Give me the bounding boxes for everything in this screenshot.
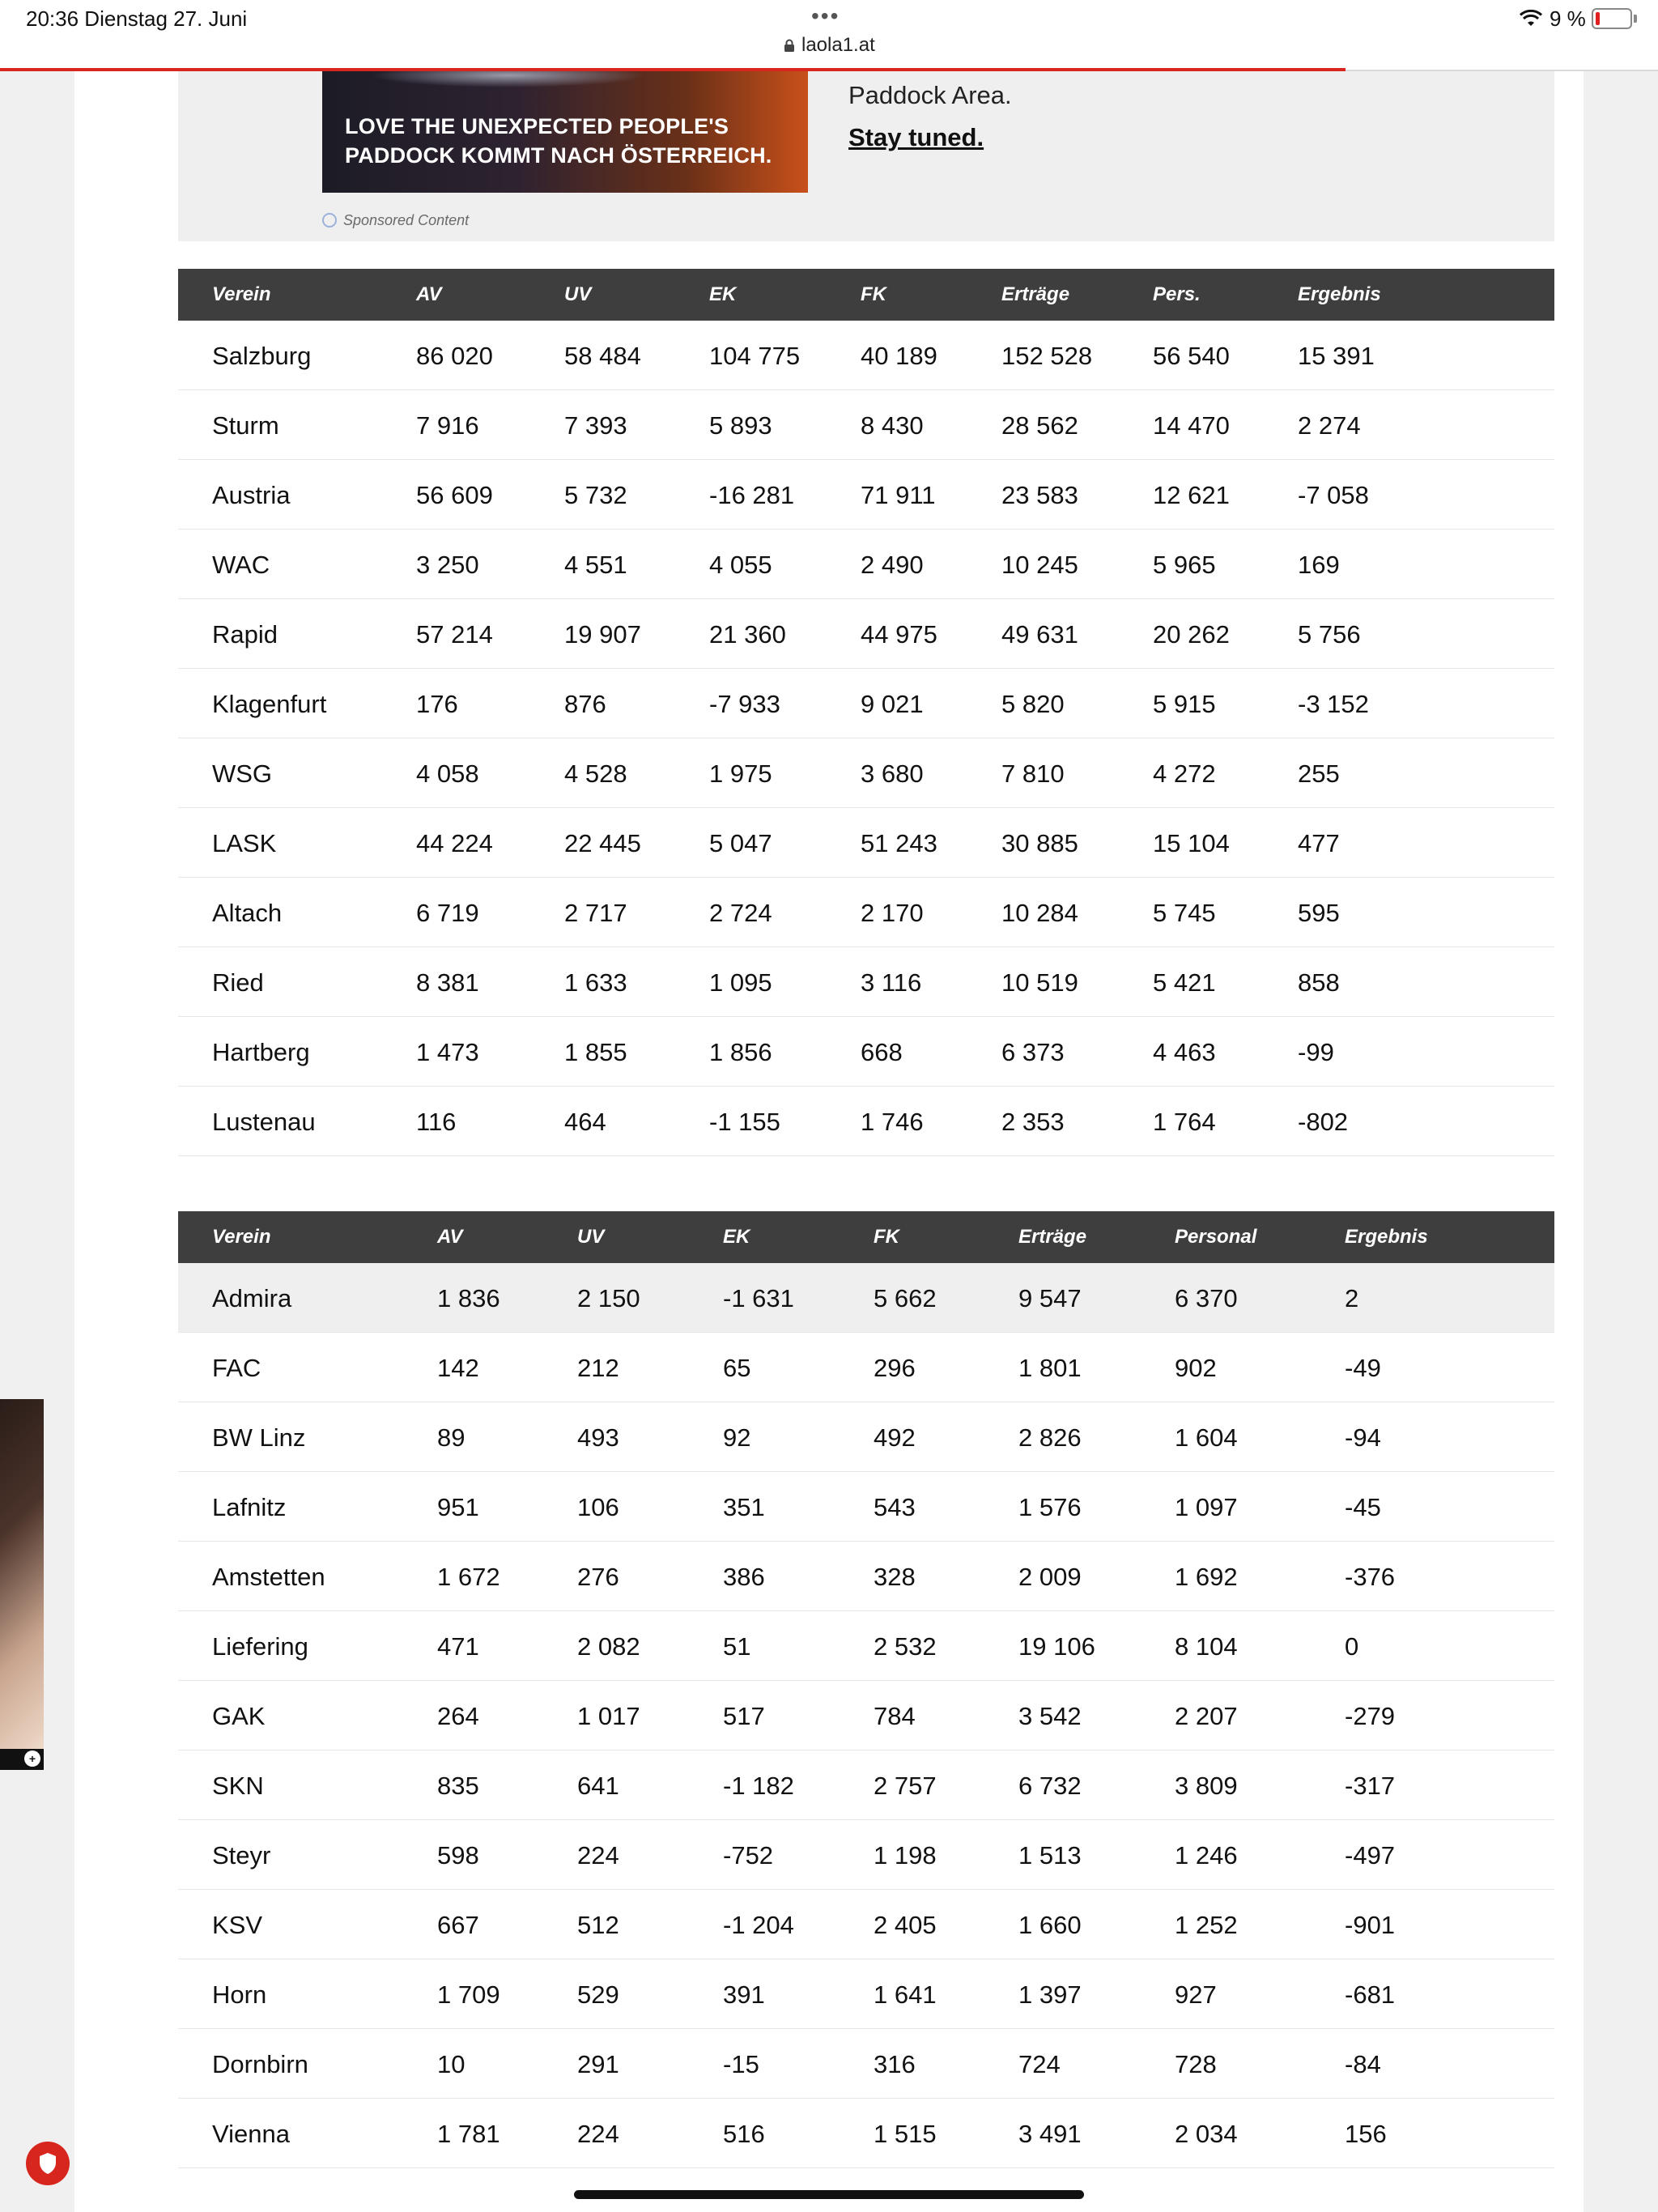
value-cell: 1 397 [1018, 1980, 1082, 2009]
privacy-shield-icon [38, 2152, 57, 2175]
url-text: laola1.at [801, 34, 875, 56]
table-row [178, 738, 1554, 808]
value-cell: -7 058 [1298, 481, 1369, 509]
club-name-cell: Altach [212, 899, 283, 927]
table-row [178, 1820, 1554, 1890]
value-cell: 1 246 [1175, 1841, 1238, 1870]
value-cell: 4 528 [564, 759, 627, 788]
value-cell: 876 [564, 690, 606, 718]
value-cell: 1 660 [1018, 1911, 1082, 1939]
table-row [178, 1472, 1554, 1542]
value-cell: 1 017 [577, 1702, 640, 1730]
value-cell: 276 [577, 1563, 619, 1591]
value-cell: 10 [437, 2050, 466, 2078]
value-cell: 57 214 [416, 620, 493, 649]
value-cell: 156 [1345, 2120, 1387, 2148]
expand-icon[interactable]: + [24, 1750, 40, 1767]
value-cell: 1 692 [1175, 1563, 1238, 1591]
value-cell: 89 [437, 1423, 466, 1452]
value-cell: 56 609 [416, 481, 493, 509]
club-name-cell: Admira [212, 1284, 292, 1312]
value-cell: 23 583 [1001, 481, 1078, 509]
value-cell: 212 [577, 1354, 619, 1382]
value-cell: 1 473 [416, 1038, 479, 1066]
value-cell: 142 [437, 1354, 479, 1382]
value-cell: 4 272 [1153, 759, 1216, 788]
value-cell: 20 262 [1153, 620, 1230, 649]
value-cell: 2 757 [874, 1772, 937, 1800]
value-cell: 104 775 [709, 342, 801, 370]
value-cell: 5 893 [709, 411, 772, 440]
value-cell: -376 [1345, 1563, 1396, 1591]
article-page [74, 71, 1584, 2212]
value-cell: 1 801 [1018, 1354, 1082, 1382]
table-row [178, 669, 1554, 738]
table-row [178, 1333, 1554, 1402]
value-cell: -16 281 [709, 481, 795, 509]
value-cell: 56 540 [1153, 342, 1230, 370]
value-cell: 328 [874, 1563, 916, 1591]
value-cell: 12 621 [1153, 481, 1230, 509]
value-cell: -681 [1345, 1980, 1396, 2009]
table-row [178, 530, 1554, 599]
column-header: Erträge [1018, 1226, 1087, 1248]
value-cell: 641 [577, 1772, 619, 1800]
value-cell: 724 [1018, 2050, 1061, 2078]
promo-banner-image[interactable] [322, 71, 808, 193]
column-header: Verein [212, 1226, 271, 1248]
value-cell: 5 915 [1153, 690, 1216, 718]
value-cell: 9 021 [861, 690, 924, 718]
value-cell: 3 250 [416, 551, 479, 579]
value-cell: -1 182 [723, 1772, 794, 1800]
status-bar [0, 0, 1658, 70]
value-cell: 8 381 [416, 968, 479, 997]
value-cell: 1 095 [709, 968, 772, 997]
value-cell: 517 [723, 1702, 765, 1730]
value-cell: 4 463 [1153, 1038, 1216, 1066]
table-row [178, 460, 1554, 530]
table-row [178, 1959, 1554, 2029]
value-cell: 28 562 [1001, 411, 1078, 440]
club-name-cell: Amstetten [212, 1563, 325, 1591]
value-cell: -45 [1345, 1493, 1381, 1521]
column-header: FK [861, 283, 886, 305]
value-cell: 858 [1298, 968, 1340, 997]
value-cell: 92 [723, 1423, 751, 1452]
table-row [178, 1263, 1554, 1333]
value-cell: 2 009 [1018, 1563, 1082, 1591]
promo-headline-line1: LOVE THE UNEXPECTED PEOPLE'S [345, 114, 729, 138]
value-cell: 2 405 [874, 1911, 937, 1939]
address-bar[interactable] [784, 34, 875, 57]
value-cell: 86 020 [416, 342, 493, 370]
value-cell: -1 204 [723, 1911, 794, 1939]
table-row [178, 1542, 1554, 1611]
value-cell: 2 717 [564, 899, 627, 927]
table-row [178, 808, 1554, 878]
value-cell: 21 360 [709, 620, 786, 649]
value-cell: 116 [416, 1108, 457, 1136]
value-cell: 224 [577, 2120, 619, 2148]
column-header: EK [709, 283, 737, 305]
club-name-cell: Dornbirn [212, 2050, 308, 2078]
value-cell: 15 391 [1298, 342, 1375, 370]
value-cell: 6 373 [1001, 1038, 1065, 1066]
value-cell: 296 [874, 1354, 916, 1382]
value-cell: 224 [577, 1841, 619, 1870]
value-cell: 10 245 [1001, 551, 1078, 579]
club-name-cell: Steyr [212, 1841, 271, 1870]
club-name-cell: Rapid [212, 620, 278, 649]
value-cell: 4 551 [564, 551, 627, 579]
value-cell: 512 [577, 1911, 619, 1939]
value-cell: 5 421 [1153, 968, 1216, 997]
club-name-cell: Sturm [212, 411, 279, 440]
value-cell: 598 [437, 1841, 479, 1870]
value-cell: 2 034 [1175, 2120, 1238, 2148]
value-cell: 10 284 [1001, 899, 1078, 927]
value-cell: 4 055 [709, 551, 772, 579]
sponsored-icon [322, 213, 337, 228]
club-name-cell: Ried [212, 968, 264, 997]
table-row [178, 1402, 1554, 1472]
column-header: FK [874, 1226, 899, 1248]
value-cell: 1 746 [861, 1108, 924, 1136]
table-row [178, 2029, 1554, 2099]
column-header: Personal [1175, 1226, 1257, 1248]
value-cell: 2 207 [1175, 1702, 1238, 1730]
value-cell: 152 528 [1001, 342, 1093, 370]
value-cell: 1 855 [564, 1038, 627, 1066]
value-cell: 1 975 [709, 759, 772, 788]
promo-text: Paddock Area. [848, 81, 1012, 109]
value-cell: 51 243 [861, 829, 937, 857]
column-header: Erträge [1001, 283, 1070, 305]
club-name-cell: Klagenfurt [212, 690, 327, 718]
column-header: AV [416, 283, 442, 305]
value-cell: 176 [416, 690, 458, 718]
value-cell: 6 719 [416, 899, 479, 927]
column-header: Verein [212, 283, 271, 305]
value-cell: 8 104 [1175, 1632, 1238, 1661]
value-cell: 2 724 [709, 899, 772, 927]
value-cell: 7 810 [1001, 759, 1065, 788]
value-cell: 9 547 [1018, 1284, 1082, 1312]
value-cell: -901 [1345, 1911, 1396, 1939]
value-cell: 351 [723, 1493, 765, 1521]
sponsored-text: Sponsored Content [343, 212, 470, 228]
value-cell: 15 104 [1153, 829, 1230, 857]
value-cell: 14 470 [1153, 411, 1230, 440]
table-row [178, 1017, 1554, 1087]
value-cell: 71 911 [861, 481, 936, 509]
column-header: Ergebnis [1298, 283, 1381, 305]
club-name-cell: GAK [212, 1702, 266, 1730]
value-cell: 1 836 [437, 1284, 500, 1312]
value-cell: 5 965 [1153, 551, 1216, 579]
side-ad-image[interactable] [0, 1399, 44, 1749]
value-cell: 2 082 [577, 1632, 640, 1661]
battery-percent: 9 % [1550, 6, 1586, 31]
value-cell: 492 [874, 1423, 916, 1452]
value-cell: -99 [1298, 1038, 1334, 1066]
value-cell: 1 576 [1018, 1493, 1082, 1521]
value-cell: -1 631 [723, 1284, 794, 1312]
value-cell: 927 [1175, 1980, 1217, 2009]
status-time-date: 20:36 Dienstag 27. Juni [26, 6, 248, 31]
value-cell: 40 189 [861, 342, 937, 370]
value-cell: 5 047 [709, 829, 772, 857]
value-cell: 19 907 [564, 620, 641, 649]
value-cell: 1 781 [437, 2120, 500, 2148]
table-row [178, 1750, 1554, 1820]
value-cell: 30 885 [1001, 829, 1078, 857]
finance-table-2-liga [178, 1211, 1554, 2168]
club-name-cell: SKN [212, 1772, 264, 1800]
value-cell: 1 252 [1175, 1911, 1238, 1939]
value-cell: 1 515 [874, 2120, 937, 2148]
value-cell: 5 662 [874, 1284, 937, 1312]
battery-icon [1592, 8, 1632, 29]
value-cell: 595 [1298, 899, 1340, 927]
value-cell: -497 [1345, 1841, 1396, 1870]
club-name-cell: BW Linz [212, 1423, 306, 1452]
value-cell: 1 097 [1175, 1493, 1238, 1521]
tab-overview-dots[interactable]: ••• [811, 3, 840, 28]
page-load-progress [0, 68, 1346, 71]
value-cell: 2 532 [874, 1632, 937, 1661]
wifi-icon [1519, 8, 1543, 33]
value-cell: 464 [564, 1108, 606, 1136]
value-cell: 386 [723, 1563, 765, 1591]
table-row [178, 947, 1554, 1017]
club-name-cell: Lustenau [212, 1108, 316, 1136]
value-cell: 1 709 [437, 1980, 500, 2009]
value-cell: 106 [577, 1493, 619, 1521]
value-cell: 951 [437, 1493, 479, 1521]
value-cell: 477 [1298, 829, 1340, 857]
promo-headline-line2: PADDOCK KOMMT NACH ÖSTERREICH. [345, 143, 772, 168]
value-cell: 22 445 [564, 829, 641, 857]
club-name-cell: Austria [212, 481, 291, 509]
column-header: AV [437, 1226, 463, 1248]
table-row [178, 1681, 1554, 1750]
value-cell: 44 224 [416, 829, 493, 857]
club-name-cell: WSG [212, 759, 273, 788]
value-cell: 7 393 [564, 411, 627, 440]
value-cell: 255 [1298, 759, 1340, 788]
value-cell: 1 513 [1018, 1841, 1082, 1870]
value-cell: 316 [874, 2050, 916, 2078]
column-header: Pers. [1153, 283, 1201, 305]
value-cell: 1 604 [1175, 1423, 1238, 1452]
club-name-cell: WAC [212, 551, 270, 579]
value-cell: 8 430 [861, 411, 924, 440]
value-cell: 543 [874, 1493, 916, 1521]
promo-headline [345, 112, 798, 170]
lock-icon [784, 35, 795, 48]
value-cell: 2 490 [861, 551, 924, 579]
value-cell: -15 [723, 2050, 759, 2078]
club-name-cell: KSV [212, 1911, 263, 1939]
stay-tuned-link[interactable]: Stay tuned. [848, 123, 984, 151]
table-header [178, 1211, 1554, 1263]
table-row [178, 1611, 1554, 1681]
value-cell: 902 [1175, 1354, 1217, 1382]
value-cell: -802 [1298, 1108, 1349, 1136]
value-cell: -94 [1345, 1423, 1381, 1452]
column-header: Ergebnis [1345, 1226, 1428, 1248]
value-cell: 2 826 [1018, 1423, 1082, 1452]
value-cell: 169 [1298, 551, 1340, 579]
value-cell: 10 519 [1001, 968, 1078, 997]
table-row [178, 1087, 1554, 1156]
home-indicator[interactable] [574, 2190, 1084, 2199]
value-cell: 529 [577, 1980, 619, 2009]
value-cell: 667 [437, 1911, 479, 1939]
value-cell: 4 058 [416, 759, 479, 788]
value-cell: 65 [723, 1354, 751, 1382]
value-cell: -1 155 [709, 1108, 780, 1136]
club-name-cell: FAC [212, 1354, 261, 1382]
value-cell: 291 [577, 2050, 619, 2078]
privacy-shield-button[interactable] [26, 2142, 70, 2185]
value-cell: 6 732 [1018, 1772, 1082, 1800]
club-name-cell: LASK [212, 829, 277, 857]
value-cell: 1 633 [564, 968, 627, 997]
table-header [178, 269, 1554, 321]
value-cell: -279 [1345, 1702, 1396, 1730]
value-cell: 493 [577, 1423, 619, 1452]
value-cell: 5 820 [1001, 690, 1065, 718]
value-cell: 1 672 [437, 1563, 500, 1591]
value-cell: 3 116 [861, 968, 922, 997]
value-cell: 835 [437, 1772, 479, 1800]
value-cell: 5 732 [564, 481, 627, 509]
value-cell: 1 764 [1153, 1108, 1216, 1136]
value-cell: 2 [1345, 1284, 1359, 1312]
club-name-cell: Lafnitz [212, 1493, 287, 1521]
value-cell: 1 198 [874, 1841, 937, 1870]
value-cell: 58 484 [564, 342, 641, 370]
value-cell: 6 370 [1175, 1284, 1238, 1312]
value-cell: 51 [723, 1632, 751, 1661]
value-cell: 44 975 [861, 620, 937, 649]
value-cell: 391 [723, 1980, 765, 2009]
table-row [178, 321, 1554, 390]
value-cell: 2 170 [861, 899, 924, 927]
value-cell: 728 [1175, 2050, 1217, 2078]
table-row [178, 1890, 1554, 1959]
value-cell: 2 274 [1298, 411, 1361, 440]
sponsored-label [322, 211, 469, 229]
value-cell: 3 809 [1175, 1772, 1238, 1800]
value-cell: 3 542 [1018, 1702, 1082, 1730]
column-header: UV [564, 283, 592, 305]
table-row [178, 878, 1554, 947]
value-cell: 2 353 [1001, 1108, 1065, 1136]
finance-table-bundesliga [178, 269, 1554, 1156]
club-name-cell: Hartberg [212, 1038, 310, 1066]
column-header: UV [577, 1226, 605, 1248]
table-row [178, 390, 1554, 460]
value-cell: 1 856 [709, 1038, 772, 1066]
value-cell: 3 491 [1018, 2120, 1082, 2148]
value-cell: 7 916 [416, 411, 479, 440]
value-cell: 49 631 [1001, 620, 1078, 649]
club-name-cell: Salzburg [212, 342, 312, 370]
value-cell: 0 [1345, 1632, 1359, 1661]
club-name-cell: Vienna [212, 2120, 290, 2148]
value-cell: 471 [437, 1632, 479, 1661]
club-name-cell: Horn [212, 1980, 267, 2009]
value-cell: 5 745 [1153, 899, 1216, 927]
sponsored-promo[interactable] [178, 71, 1554, 241]
value-cell: 19 106 [1018, 1632, 1095, 1661]
value-cell: 1 641 [874, 1980, 937, 2009]
value-cell: -752 [723, 1841, 774, 1870]
value-cell: 2 150 [577, 1284, 640, 1312]
value-cell: 5 756 [1298, 620, 1361, 649]
battery-nub [1634, 15, 1637, 23]
value-cell: -84 [1345, 2050, 1381, 2078]
value-cell: 784 [874, 1702, 916, 1730]
value-cell: 516 [723, 2120, 765, 2148]
value-cell: 264 [437, 1702, 479, 1730]
value-cell: 3 680 [861, 759, 924, 788]
value-cell: -7 933 [709, 690, 780, 718]
table-row [178, 2099, 1554, 2168]
value-cell: -317 [1345, 1772, 1396, 1800]
value-cell: -3 152 [1298, 690, 1369, 718]
column-header: EK [723, 1226, 750, 1248]
club-name-cell: Liefering [212, 1632, 308, 1661]
value-cell: -49 [1345, 1354, 1381, 1382]
table-row [178, 599, 1554, 669]
value-cell: 668 [861, 1038, 903, 1066]
